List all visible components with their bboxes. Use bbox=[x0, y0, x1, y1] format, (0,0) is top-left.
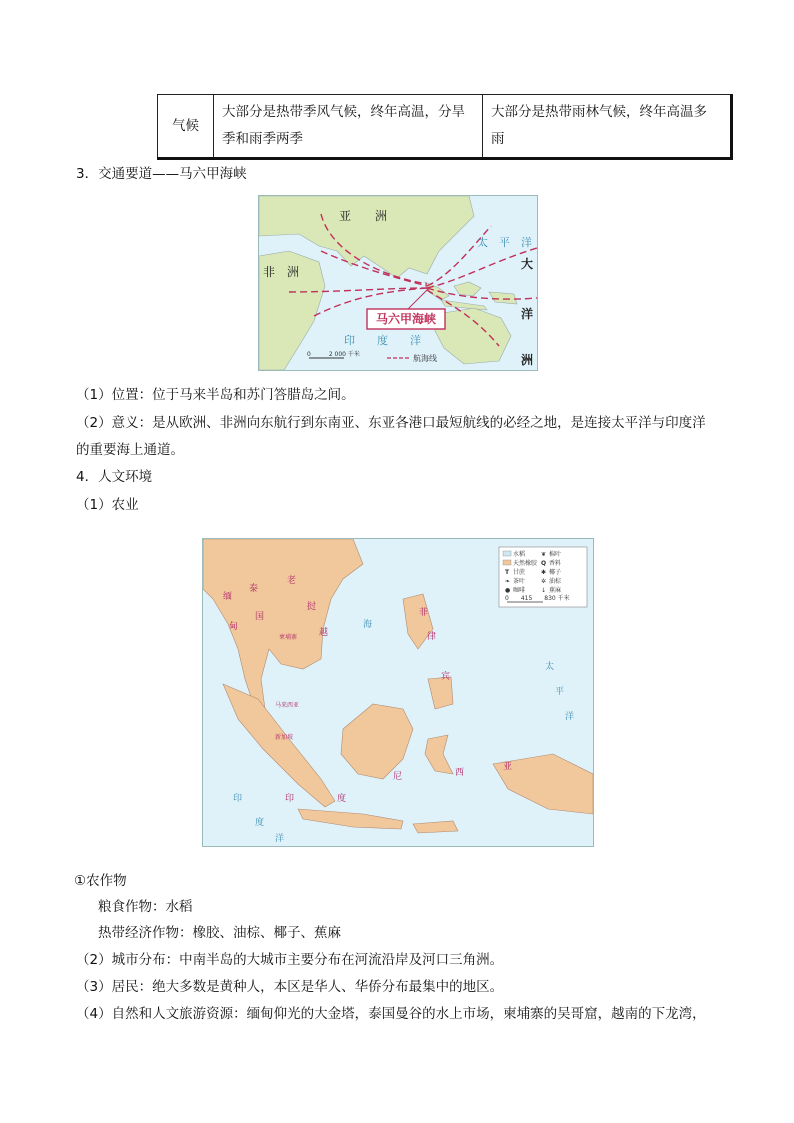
country-label: 泰 bbox=[249, 584, 259, 594]
svg-text:↓: ↓ bbox=[541, 587, 547, 594]
svg-text:缅: 缅 bbox=[223, 592, 233, 602]
country-label: 国 bbox=[255, 612, 265, 622]
paragraph-tourism: （4）自然和人文旅游资源：缅甸仰光的大金塔，泰国曼谷的水上市场，柬埔寨的吴哥窟，越南的下龙湾， bbox=[76, 1006, 706, 1022]
country-label: 亚 bbox=[503, 762, 513, 772]
country-label: 柬埔寨 bbox=[279, 634, 298, 641]
cell-line: 雨 bbox=[491, 131, 505, 147]
paragraph-location: （1）位置：位于马来半岛和苏门答腊岛之间。 bbox=[76, 387, 355, 403]
svg-text:❦: ❦ bbox=[541, 551, 547, 558]
country-label: 马来西亚 bbox=[275, 702, 300, 709]
svg-text:天然橡胶: 天然橡胶 bbox=[513, 560, 538, 567]
grain-crops: 粮食作物：水稻 bbox=[98, 899, 193, 915]
svg-text:香料: 香料 bbox=[549, 560, 562, 567]
map-label-africa: 非 洲 bbox=[263, 265, 300, 279]
country-label: 新加坡 bbox=[275, 734, 294, 741]
country-label: 印 bbox=[285, 794, 295, 804]
svg-text:太: 太 bbox=[545, 662, 555, 672]
svg-text:0 415 830 千米: 0 415 830 千米 bbox=[505, 595, 570, 602]
climate-cell-islands bbox=[483, 95, 732, 158]
paragraph-significance-line1: （2）意义：是从欧洲、非洲向东航行到东南亚、东亚各港口最短航线的必经之地，是连接太平洋与印度洋 bbox=[76, 415, 706, 431]
paragraph-residents: （3）居民：绝大多数是黄种人，本区是华人、华侨分布最集中的地区。 bbox=[76, 979, 504, 995]
agriculture-map bbox=[202, 538, 594, 847]
svg-text:海: 海 bbox=[363, 620, 373, 630]
cash-crops: 热带经济作物：橡胶、油棕、椰子、蕉麻 bbox=[98, 925, 341, 941]
map-label-asia: 亚 洲 bbox=[339, 209, 388, 223]
country-label: 律 bbox=[427, 632, 437, 642]
svg-text:油棕: 油棕 bbox=[549, 578, 562, 585]
table-row bbox=[158, 95, 732, 158]
legend-route-label: 航海线 bbox=[413, 354, 437, 363]
country-label: 尼 bbox=[393, 772, 403, 782]
svg-text:洋: 洋 bbox=[565, 712, 575, 722]
svg-text:咖啡: 咖啡 bbox=[513, 587, 526, 594]
country-label: 挝 bbox=[307, 602, 317, 612]
svg-text:棉叶: 棉叶 bbox=[549, 551, 562, 558]
table-right-border bbox=[730, 94, 733, 160]
svg-text:✱: ✱ bbox=[541, 569, 547, 576]
strait-route-map-svg bbox=[259, 196, 537, 370]
svg-text:茶叶: 茶叶 bbox=[513, 578, 526, 585]
map-label-oceania: 大 bbox=[521, 257, 534, 271]
svg-text:Q: Q bbox=[541, 560, 547, 567]
svg-text:T: T bbox=[505, 569, 510, 576]
subheading-agriculture: （1）农业 bbox=[76, 497, 139, 513]
svg-text:印: 印 bbox=[233, 794, 243, 804]
strait-label: 马六甲海峡 bbox=[375, 312, 437, 326]
svg-text:椰子: 椰子 bbox=[549, 569, 562, 576]
svg-text:平: 平 bbox=[555, 687, 565, 697]
map-label-indian-ocean: 印 度 洋 bbox=[344, 334, 421, 347]
svg-text:✲: ✲ bbox=[541, 578, 547, 585]
climate-table bbox=[157, 94, 732, 158]
section-heading-strait: 3．交通要道——马六甲海峡 bbox=[76, 166, 247, 182]
strait-route-map bbox=[258, 195, 538, 371]
cell-line: 大部分是热带季风气候，终年高温，分旱 bbox=[222, 104, 465, 120]
svg-text:甘蔗: 甘蔗 bbox=[513, 569, 526, 576]
map-label-oceania: 洲 bbox=[521, 353, 534, 367]
paragraph-significance-line2: 的重要海上通道。 bbox=[76, 442, 184, 458]
paragraph-cities: （2）城市分布：中南半岛的大城市主要分布在河流沿岸及河口三角洲。 bbox=[76, 952, 504, 968]
map-label-pacific: 太 平 洋 bbox=[477, 236, 532, 249]
svg-text:甸: 甸 bbox=[229, 622, 239, 632]
svg-text:水稻: 水稻 bbox=[513, 551, 526, 558]
svg-text:蕉麻: 蕉麻 bbox=[549, 587, 562, 594]
country-label: 宾 bbox=[441, 672, 451, 682]
agriculture-map-svg bbox=[203, 539, 593, 846]
crops-heading: ①农作物 bbox=[74, 873, 127, 889]
country-label: 越 bbox=[319, 628, 329, 638]
country-label: 度 bbox=[337, 794, 347, 804]
country-label: 西 bbox=[455, 768, 465, 778]
scale-label: 0 2 000 千米 bbox=[307, 351, 360, 358]
svg-text:❧: ❧ bbox=[505, 578, 511, 585]
section-heading-human: 4．人文环境 bbox=[76, 469, 153, 485]
cell-line: 大部分是热带雨林气候，终年高温多 bbox=[491, 104, 707, 120]
table-bottom-border bbox=[157, 157, 733, 160]
map-label-oceania: 洋 bbox=[521, 307, 534, 321]
cell-line: 季和雨季两季 bbox=[222, 131, 303, 147]
svg-text:洋: 洋 bbox=[275, 834, 285, 844]
svg-text:度: 度 bbox=[255, 818, 265, 828]
country-label: 菲 bbox=[419, 608, 429, 618]
svg-text:●: ● bbox=[505, 587, 511, 594]
climate-cell-indochina bbox=[214, 95, 483, 158]
country-label: 老 bbox=[287, 576, 297, 586]
row-header-climate: 气候 bbox=[158, 95, 214, 158]
